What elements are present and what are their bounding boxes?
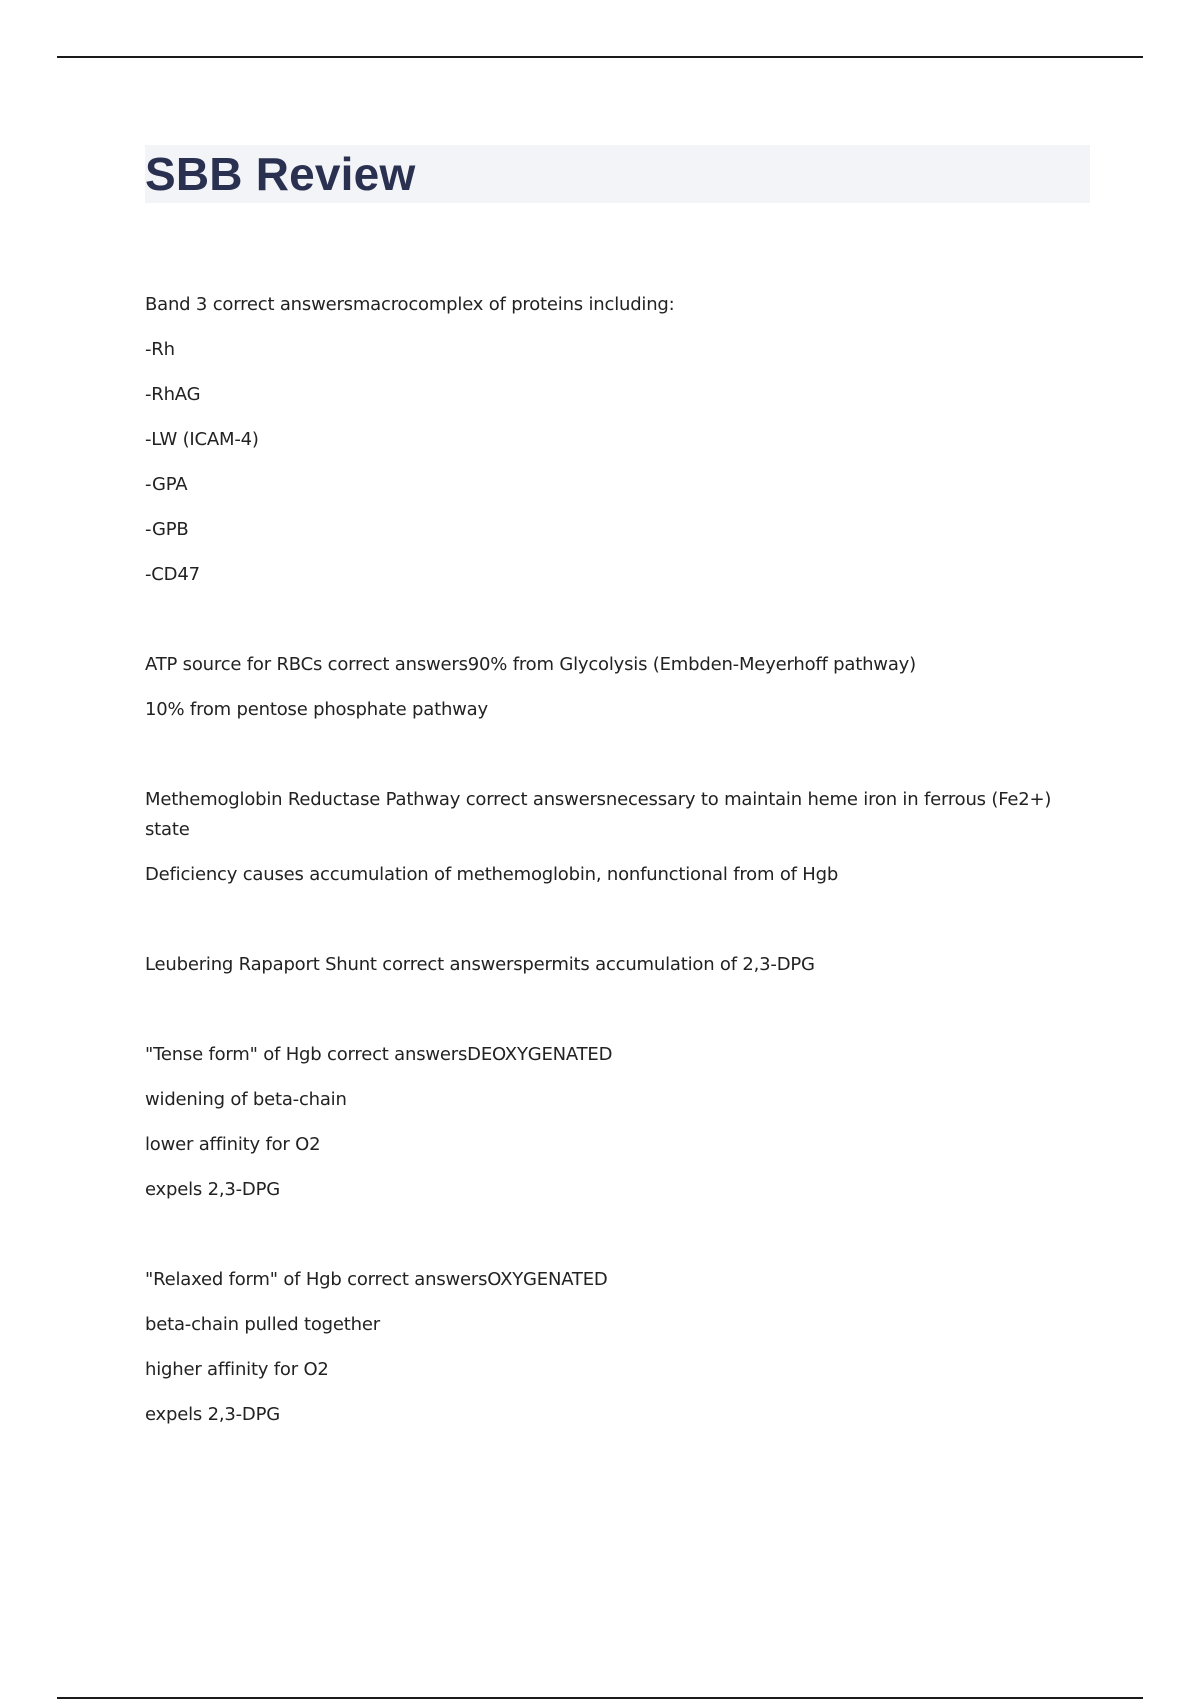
bottom-rule (57, 1697, 1143, 1699)
document-body (145, 290, 1090, 1445)
entry-line: widening of beta-chain (145, 1089, 347, 1110)
entry-line: -LW (ICAM-4) (145, 429, 259, 450)
entry-spacer (145, 905, 1090, 950)
entry-line: -RhAG (145, 384, 201, 405)
entry-line: -GPA (145, 474, 188, 495)
entry-line: -CD47 (145, 564, 200, 585)
entry-spacer (145, 605, 1090, 650)
entry-line: 10% from pentose phosphate pathway (145, 699, 488, 720)
entry-line: Deficiency causes accumulation of methemoglobin, nonfunctional from of Hgb (145, 864, 839, 885)
entry-line: "Tense form" of Hgb correct answersDEOXYGENATED (145, 1044, 613, 1065)
entry-line: ATP source for RBCs correct answers90% from Glycolysis (Embden-Meyerhoff pathway) (145, 654, 916, 675)
entry-methemoglobin-reductase (145, 785, 1090, 890)
entry-line: -GPB (145, 519, 189, 540)
title-bar (145, 145, 1090, 203)
entry-spacer (145, 740, 1090, 785)
top-rule (57, 56, 1143, 58)
entry-line: Band 3 correct answersmacrocomplex of proteins including: (145, 294, 675, 315)
entry-atp-source (145, 650, 1090, 725)
entry-line: higher affinity for O2 (145, 1359, 329, 1380)
entry-band-3 (145, 290, 1090, 590)
entry-line: expels 2,3-DPG (145, 1179, 280, 1200)
entry-relaxed-form (145, 1265, 1090, 1430)
entry-spacer (145, 995, 1090, 1040)
entry-tense-form (145, 1040, 1090, 1205)
entry-line: Leubering Rapaport Shunt correct answerspermits accumulation of 2,3-DPG (145, 954, 815, 975)
entry-line: Methemoglobin Reductase Pathway correct answersnecessary to maintain heme iron in ferrous (Fe2+) state (145, 789, 1052, 840)
entry-leubering-rapaport (145, 950, 1090, 980)
entry-line: beta-chain pulled together (145, 1314, 380, 1335)
entry-line: "Relaxed form" of Hgb correct answersOXYGENATED (145, 1269, 608, 1290)
entry-spacer (145, 1220, 1090, 1265)
entry-line: -Rh (145, 339, 175, 360)
entry-line: expels 2,3-DPG (145, 1404, 280, 1425)
page-title: SBB Review (145, 148, 416, 200)
entry-line: lower affinity for O2 (145, 1134, 321, 1155)
